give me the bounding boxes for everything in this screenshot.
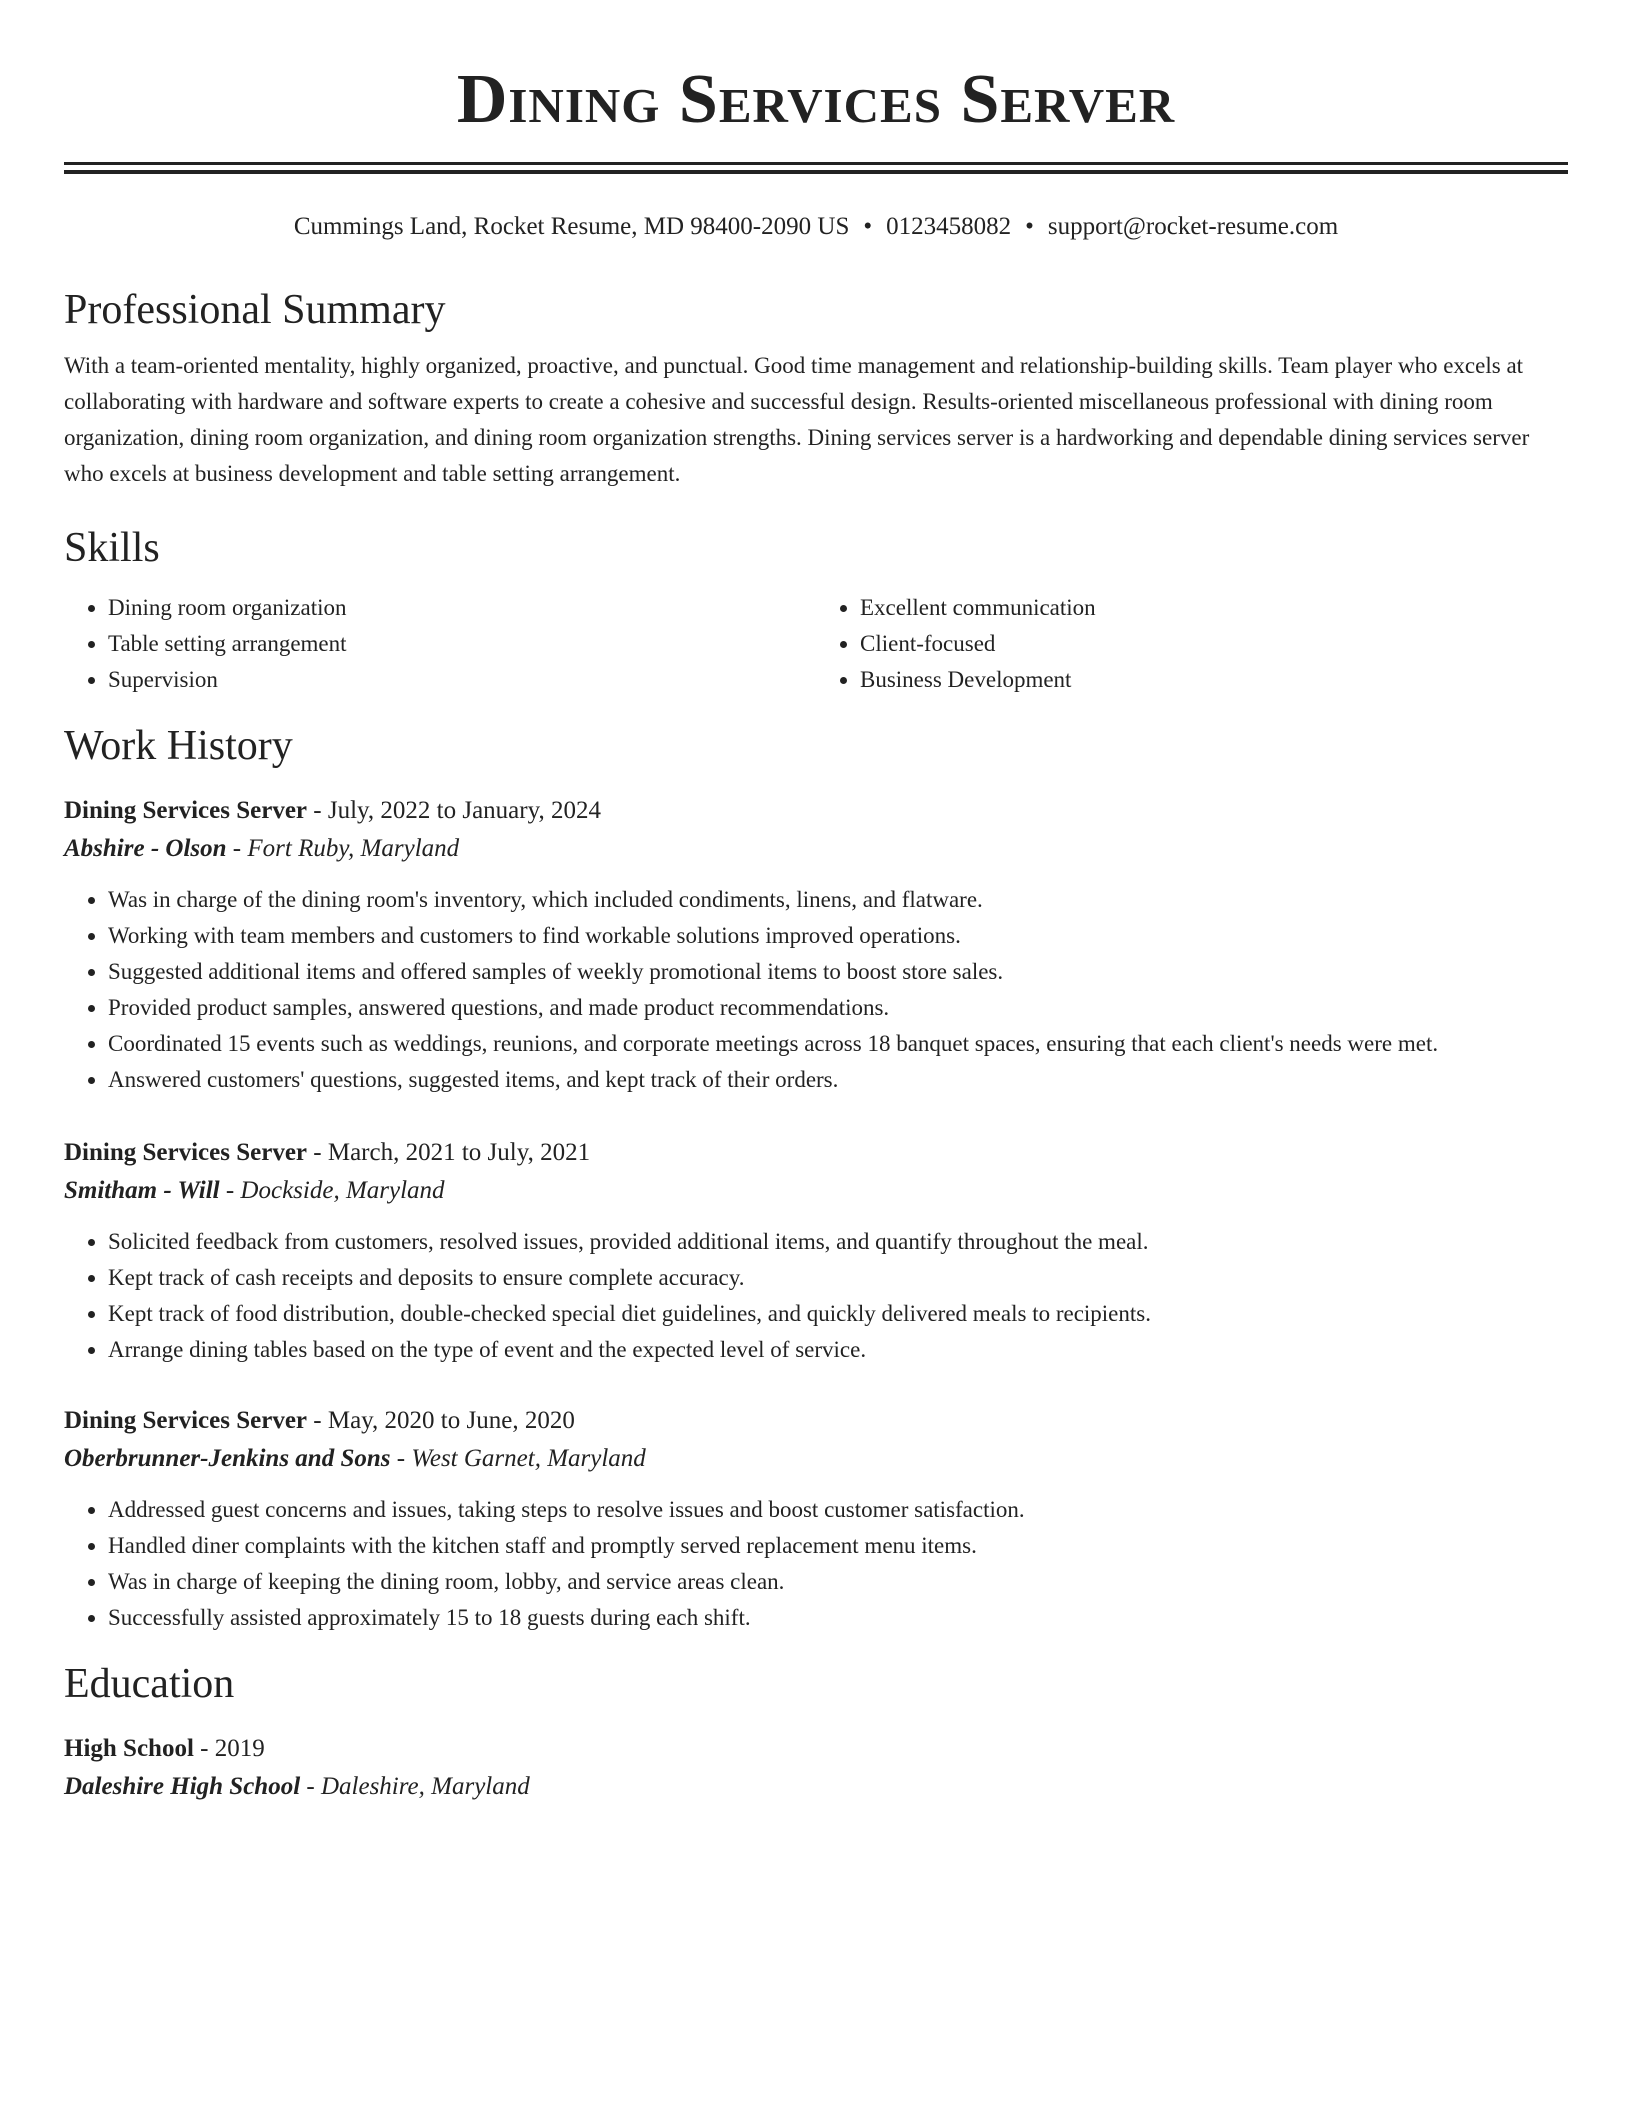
duty-item: • Arrange dining tables based on the type of event and the expected level of service. (108, 1332, 1568, 1368)
job-dates: - March, 2021 to July, 2021 (307, 1139, 591, 1166)
job-duties (64, 882, 1568, 1098)
skill-item: • Client-focused (860, 626, 1568, 662)
employer-name: Smitham - Will (64, 1177, 220, 1204)
duty-item: • Provided product samples, answered questions, and made product recommendations. (108, 990, 1568, 1026)
job-dates: - July, 2022 to January, 2024 (307, 797, 601, 824)
degree-line (64, 1730, 1568, 1768)
duty-item: • Successfully assisted approximately 15 to 18 guests during each shift. (108, 1600, 1568, 1636)
candidate-name: Dining Services Server (456, 61, 1176, 138)
skill-item: • Dining room organization (108, 590, 816, 626)
skills-list (64, 590, 1568, 698)
contact-email: support@rocket-resume.com (1047, 213, 1339, 240)
contact-separator: • (863, 213, 873, 240)
degree-name: High School (64, 1735, 194, 1762)
job-entry (64, 1134, 1568, 1368)
work-history-heading: Work History (64, 723, 293, 769)
employer-location: - West Garnet, Maryland (390, 1445, 646, 1472)
employer-line (64, 1440, 1568, 1478)
duty-item: • Addressed guest concerns and issues, taking steps to resolve issues and boost customer satisfaction. (108, 1492, 1568, 1528)
header-divider-top (64, 162, 1568, 165)
skill-item: • Excellent communication (860, 590, 1568, 626)
job-title: Dining Services Server (64, 1407, 308, 1434)
education-heading: Education (64, 1661, 235, 1707)
skill-item: • Business Development (860, 662, 1568, 698)
skill-item: • Table setting arrangement (108, 626, 816, 662)
job-entry (64, 792, 1568, 1098)
duty-item: • Handled diner complaints with the kitchen staff and promptly served replacement menu items. (108, 1528, 1568, 1564)
contact-separator: • (1025, 213, 1034, 240)
skill-item: • Supervision (108, 662, 816, 698)
employer-line (64, 830, 1568, 868)
duty-item: • Coordinated 15 events such as weddings, reunions, and corporate meetings across 18 banquet spaces, ensuring that each client's needs were met. (108, 1026, 1568, 1062)
duty-item: • Solicited feedback from customers, resolved issues, provided additional items, and quantify throughout the meal. (108, 1224, 1568, 1260)
contact-line (64, 210, 1568, 244)
graduation-year: - 2019 (193, 1735, 265, 1762)
job-entry (64, 1402, 1568, 1636)
school-line (64, 1768, 1568, 1806)
duty-item: • Kept track of food distribution, double-checked special diet guidelines, and quickly delivered meals to recipients. (108, 1296, 1568, 1332)
duty-item: • Was in charge of the dining room's inventory, which included condiments, linens, and flatware. (108, 882, 1568, 918)
school-name: Daleshire High School (64, 1773, 301, 1800)
duty-item: • Answered customers' questions, suggested items, and kept track of their orders. (108, 1062, 1568, 1098)
duty-item: • Working with team members and customers to find workable solutions improved operations. (108, 918, 1568, 954)
job-dates: - May, 2020 to June, 2020 (307, 1407, 575, 1434)
summary-heading: Professional Summary (64, 287, 446, 333)
job-title-line (64, 1402, 1568, 1440)
header-divider-bottom (64, 170, 1568, 174)
employer-name: Oberbrunner-Jenkins and Sons (64, 1445, 391, 1472)
employer-line (64, 1172, 1568, 1210)
school-location: - Daleshire, Maryland (300, 1773, 530, 1800)
contact-address: Cummings Land, Rocket Resume, MD 98400-2090 US (293, 213, 850, 240)
duty-item: • Was in charge of keeping the dining room, lobby, and service areas clean. (108, 1564, 1568, 1600)
job-title: Dining Services Server (64, 1139, 308, 1166)
employer-location: - Fort Ruby, Maryland (226, 835, 460, 862)
contact-phone: 0123458082 (886, 213, 1012, 240)
duty-item: • Kept track of cash receipts and deposits to ensure complete accuracy. (108, 1260, 1568, 1296)
employer-name: Abshire - Olson (64, 835, 227, 862)
skills-heading: Skills (64, 525, 160, 571)
summary-text: With a team-oriented mentality, highly organized, proactive, and punctual. Good time management and relationship-building skills. Team player who excels at collaborating with hardware and software experts to create a cohesive and successful design. Results-oriented miscellaneous professional with dining room organization, dining room organization, and dining room organization strengths. Dining services server is a hardworking and dependable dining services server who excels at business development and table setting arrangement. (64, 353, 1530, 486)
education-entry (64, 1730, 1568, 1806)
employer-location: - Dockside, Maryland (219, 1177, 445, 1204)
job-title-line (64, 1134, 1568, 1172)
job-title: Dining Services Server (64, 797, 308, 824)
duty-item: • Suggested additional items and offered samples of weekly promotional items to boost store sales. (108, 954, 1568, 990)
job-duties (64, 1492, 1568, 1636)
job-duties (64, 1224, 1568, 1368)
skills-column-right (816, 590, 1568, 698)
job-title-line (64, 792, 1568, 830)
skills-column-left (64, 590, 816, 698)
